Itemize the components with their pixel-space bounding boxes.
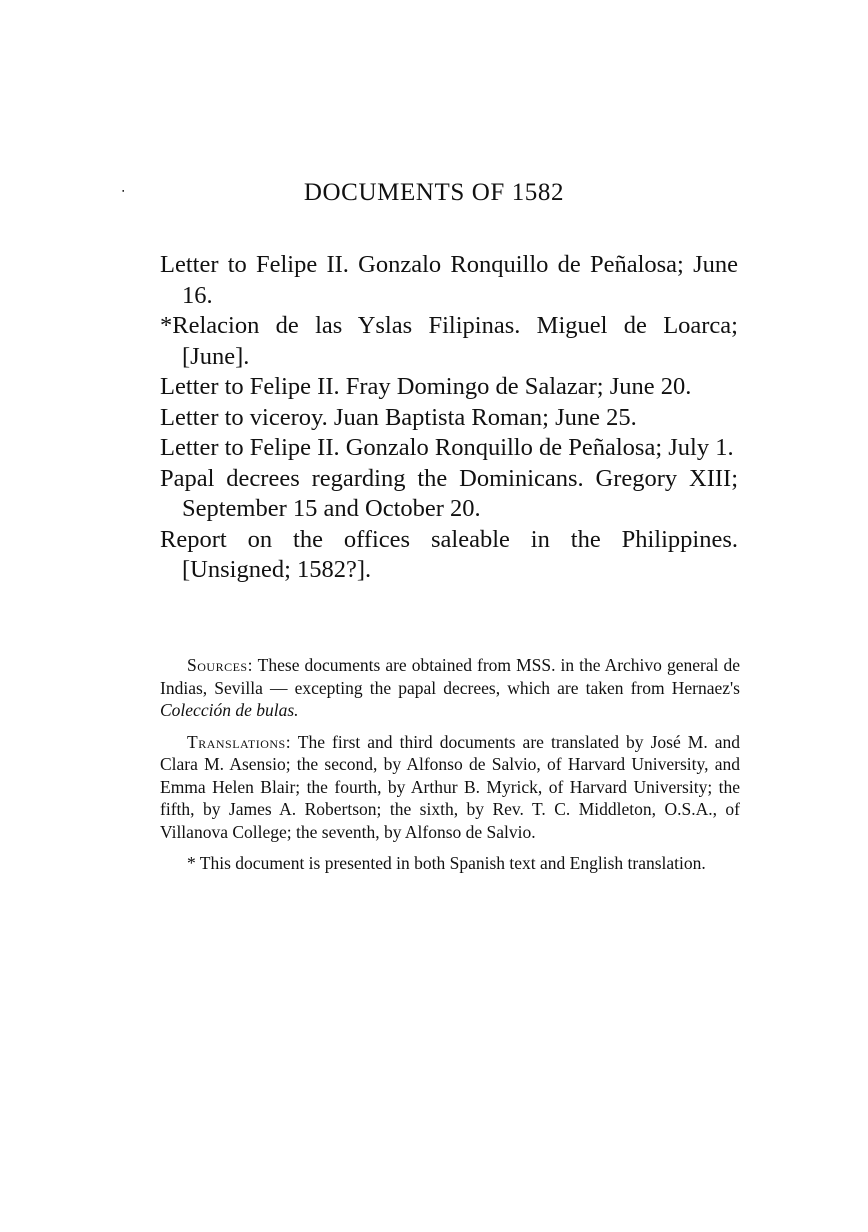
sources-label: Sources: xyxy=(187,655,253,675)
document-entry: Report on the offices saleable in the Philippines. [Unsigned; 1582?]. xyxy=(160,525,738,583)
footnote: * This document is presented in both Spanish text and English translation. xyxy=(187,853,706,873)
document-entry: Letter to Felipe II. Gonzalo Ronquillo de Peñalosa; July 1. xyxy=(160,434,734,461)
translations-label: Translations: xyxy=(187,731,292,752)
document-entry: *Relacion de las Yslas Filipinas. Miguel de Loarca; [June]. xyxy=(160,312,738,370)
sources-text: These documents are obtained from MSS. in the Archivo general de Indias, Sevilla — excepting the papal decrees, which are taken from Hernaez's xyxy=(160,655,740,698)
document-entry: Letter to viceroy. Juan Baptista Roman; June 25. xyxy=(160,403,637,431)
document-entry: Letter to Felipe II. Gonzalo Ronquillo de Peñalosa; June 16. xyxy=(160,251,738,309)
stray-mark: ‧ xyxy=(121,185,126,200)
translations-text: The first and third documents are translated by José M. and Clara M. Asensio; the second, by Alfonso de Salvio, of Harvard University, and Emma Helen Blair; the fourth, by Arthur B. Myrick, of Harvard University; the fifth, by James A. Robertson; the sixth, by Rev. T. C. Middleton, O.S.A., of Villanova College; the seventh, by Alfonso de Salvio. xyxy=(160,731,741,842)
document-list xyxy=(160,250,738,586)
sources-title: Colección de bulas. xyxy=(160,700,299,720)
document-entry: Letter to Felipe II. Fray Domingo de Salazar; June 20. xyxy=(160,373,692,400)
translations-note xyxy=(160,731,740,844)
notes-block xyxy=(160,654,740,884)
running-head: DOCUMENTS OF 1582 xyxy=(303,179,565,206)
document-entry: Papal decrees regarding the Dominicans. Gregory XIII; September 15 and October 20. xyxy=(160,464,738,522)
sources-note xyxy=(160,654,740,722)
